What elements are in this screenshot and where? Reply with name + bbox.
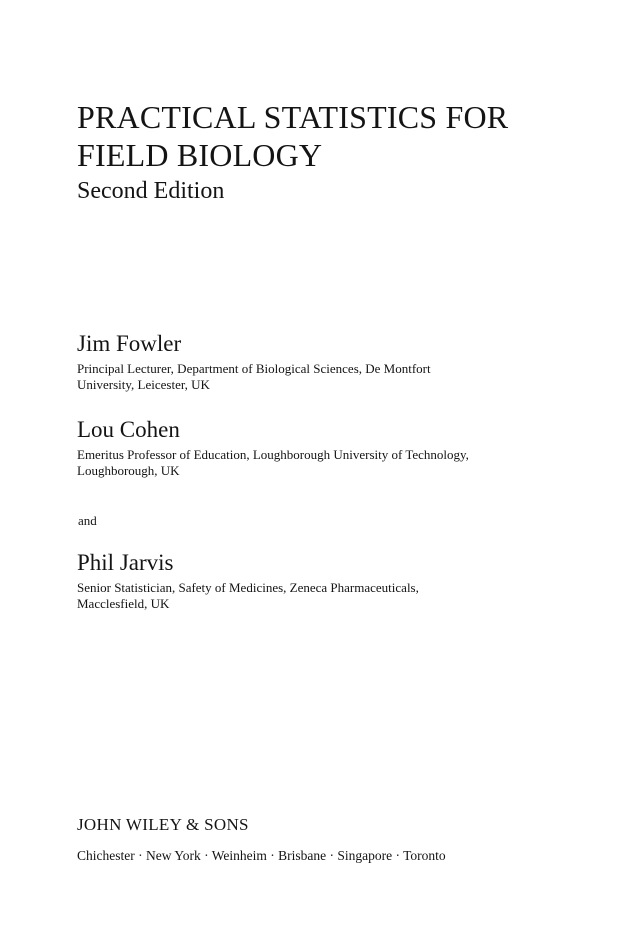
author-block-jarvis — [77, 549, 577, 612]
author-affiliation — [77, 361, 577, 393]
publisher-cities: Chichester · New York · Weinheim · Brisbane · Singapore · Toronto — [77, 848, 446, 863]
author-name: Jim Fowler — [77, 331, 182, 356]
book-title-line-2: FIELD BIOLOGY — [77, 137, 323, 173]
author-affiliation — [77, 580, 577, 612]
book-title-block — [77, 98, 597, 206]
author-name: Lou Cohen — [77, 417, 180, 442]
edition-label: Second Edition — [77, 178, 225, 204]
affiliation-line: Principal Lecturer, Department of Biological Sciences, De Montfort — [77, 361, 431, 376]
affiliation-line: Macclesfield, UK — [77, 596, 170, 611]
author-block-fowler — [77, 330, 577, 393]
conjunction-text: and — [78, 513, 97, 528]
affiliation-line: University, Leicester, UK — [77, 377, 210, 392]
affiliation-line: Loughborough, UK — [77, 463, 180, 478]
publisher-name: JOHN WILEY & SONS — [77, 815, 249, 834]
affiliation-line: Emeritus Professor of Education, Loughborough University of Technology, — [77, 447, 469, 462]
author-affiliation — [77, 447, 577, 479]
author-block-cohen — [77, 416, 577, 479]
book-title-line-1: PRACTICAL STATISTICS FOR — [77, 99, 509, 135]
affiliation-line: Senior Statistician, Safety of Medicines, Zeneca Pharmaceuticals, — [77, 580, 419, 595]
author-name: Phil Jarvis — [77, 550, 174, 575]
